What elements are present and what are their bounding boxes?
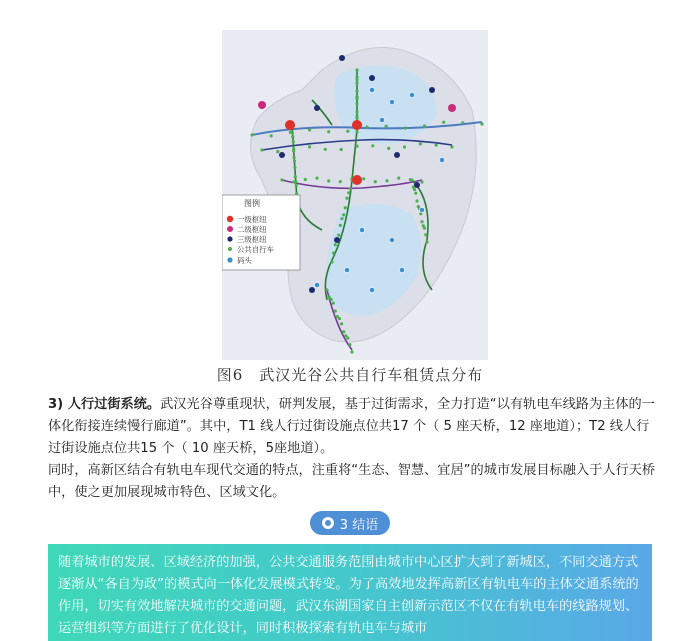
bike-rental-point <box>461 121 464 124</box>
bike-rental-point <box>334 309 337 312</box>
bike-rental-point <box>410 178 413 181</box>
bike-rental-point <box>387 147 390 150</box>
bike-rental-point <box>340 217 343 220</box>
bike-rental-point <box>346 337 349 340</box>
bike-rental-point <box>340 322 343 325</box>
section-heading-pill <box>310 511 390 535</box>
bike-rental-point <box>324 148 327 151</box>
bike-rental-point <box>295 184 298 187</box>
bike-rental-point <box>403 145 406 148</box>
conclusion-text: 随着城市的发展、区域经济的加强，公共交通服务范围由城市中心区扩大到了新城区，不同交通方式逐渐从“各自为政”的模式向一体化发展模式转变。为了高效地发挥高新区有轨电车的主体交通系统的作用，切实有效地解决城市的交通问题，武汉东湖国家自主创新示范区不仅在有轨电车的线路规划、运营组织等方面进行了优化设计，同时积极探索有轨电车与城市 <box>58 555 639 636</box>
dock-point <box>369 87 374 92</box>
bike-rental-point <box>423 124 426 127</box>
hub-level-3 <box>334 237 340 243</box>
hub-level-1 <box>352 175 362 185</box>
legend-marker-5 <box>227 257 232 262</box>
legend-marker-1 <box>227 216 233 222</box>
bike-rental-point <box>355 110 358 113</box>
bike-rental-point <box>325 288 328 291</box>
hub-level-3 <box>309 287 315 293</box>
map-figure <box>222 30 488 360</box>
paragraph-pedestrian-crossing <box>48 394 656 460</box>
bike-rental-point <box>340 148 343 151</box>
hub-level-3 <box>314 105 320 111</box>
bike-rental-point <box>308 145 311 148</box>
paragraph-heading: 3) 人行过街系统。 <box>48 397 161 412</box>
dock-point <box>369 287 374 292</box>
bike-rental-point <box>355 130 358 133</box>
legend-label-2: 二级枢纽 <box>237 225 267 234</box>
bike-rental-point <box>346 130 349 133</box>
bike-rental-point <box>292 149 295 152</box>
bike-rental-point <box>425 240 428 243</box>
bike-rental-point <box>349 187 352 190</box>
bike-rental-point <box>276 150 279 153</box>
dock-point <box>419 207 424 212</box>
section-heading-label: 3 结语 <box>339 517 379 533</box>
bike-rental-point <box>347 191 350 194</box>
bike-rental-point <box>342 213 345 216</box>
bike-rental-point <box>450 145 453 148</box>
hub-level-3 <box>394 152 400 158</box>
hub-level-3 <box>414 182 420 188</box>
hub-level-1 <box>352 120 362 130</box>
bike-rental-point <box>374 180 377 183</box>
bike-rental-point <box>423 227 426 230</box>
hub-level-3 <box>429 87 435 93</box>
legend-title: 图例 <box>244 199 260 208</box>
hub-level-2 <box>258 101 266 109</box>
hub-level-3 <box>279 152 285 158</box>
bike-rental-point <box>345 197 348 200</box>
dock-point <box>439 157 444 162</box>
bike-rental-point <box>344 206 347 209</box>
paragraph-text-1: 武汉光谷尊重现状，研判发展，基于过街需求，全力打造“以有轨电车线路为主体的一体化衔接连续慢行廊道”。其中，T1 线人行过街设施点位共17 个（ 5 座天桥，12 座地道）；T2 线人行过街设施点位共15 个（ 10 座天桥，5座地道）。 <box>48 397 655 456</box>
bike-rental-point <box>385 125 388 128</box>
dock-point <box>379 117 384 122</box>
bike-rental-point <box>397 177 400 180</box>
legend-label-1: 一级枢纽 <box>237 215 267 224</box>
bike-rental-point <box>415 199 418 202</box>
bike-rental-point <box>327 130 330 133</box>
figure-caption: 图6 武汉光谷公共自行车租赁点分布 <box>216 366 484 384</box>
bike-rental-point <box>293 166 296 169</box>
bike-rental-point <box>339 180 342 183</box>
bike-rental-point <box>355 145 358 148</box>
legend-marker-3 <box>227 236 232 241</box>
bike-rental-point <box>292 140 295 143</box>
bike-rental-point <box>294 180 297 183</box>
hub-level-1 <box>285 120 295 130</box>
bike-rental-point <box>339 224 342 227</box>
bike-rental-point <box>270 134 273 137</box>
bike-rental-point <box>291 132 294 135</box>
bike-rental-point <box>442 121 445 124</box>
hub-level-3 <box>369 75 375 81</box>
bike-rental-point <box>480 122 483 125</box>
legend-marker-2 <box>227 226 233 232</box>
bike-rental-point <box>332 251 335 254</box>
bike-rental-point <box>342 330 345 333</box>
legend-label-4: 公共自行车 <box>237 245 274 254</box>
bike-rental-point <box>362 177 365 180</box>
bike-rental-point <box>332 302 335 305</box>
bike-rental-point <box>419 142 422 145</box>
legend-label-5: 码头 <box>237 256 252 265</box>
bike-rental-point <box>293 156 296 159</box>
dock-point <box>344 267 349 272</box>
bike-rental-point <box>315 177 318 180</box>
bike-rental-point <box>420 220 423 223</box>
conclusion-box <box>48 544 652 641</box>
bike-rental-point <box>414 192 417 195</box>
bike-rental-point <box>435 144 438 147</box>
body-text <box>48 394 656 504</box>
legend-marker-4 <box>228 247 232 251</box>
bike-rental-point <box>385 179 388 182</box>
bike-rental-point <box>424 233 427 236</box>
bike-rental-point <box>355 68 358 71</box>
bike-rental-point <box>355 82 358 85</box>
bike-rental-point <box>293 160 296 163</box>
bike-rental-point <box>327 179 330 182</box>
circle-icon <box>322 517 334 529</box>
bike-rental-point <box>348 343 351 346</box>
bike-rental-point <box>250 133 253 136</box>
dock-point <box>314 282 319 287</box>
bike-rental-point <box>338 317 341 320</box>
bike-rental-point <box>260 148 263 151</box>
bike-rental-point <box>355 89 358 92</box>
bike-rental-point <box>291 135 294 138</box>
bike-rental-point <box>304 178 307 181</box>
dock-point <box>389 237 394 242</box>
dock-point <box>359 227 364 232</box>
bike-rental-point <box>330 298 333 301</box>
dock-point <box>389 99 394 104</box>
bike-rental-point <box>308 128 311 131</box>
bike-rental-point <box>355 97 358 100</box>
paragraph-text-2: 同时，高新区结合有轨电车现代交通的特点，注重将“生态、智慧、宜居”的城市发展目标融入于人行天桥中，使之更加展现城市特色、区域文化。 <box>48 463 656 500</box>
bike-rental-point <box>334 243 337 246</box>
hub-level-3 <box>339 55 345 61</box>
bike-rental-point <box>404 127 407 130</box>
bike-rental-point <box>350 350 353 353</box>
bike-rental-point <box>280 178 283 181</box>
bike-rental-point <box>420 180 423 183</box>
bike-rental-point <box>330 260 333 263</box>
bike-rental-point <box>355 102 358 105</box>
legend-box <box>222 195 300 270</box>
legend-label-3: 三级枢纽 <box>237 235 267 244</box>
dock-point <box>409 92 414 97</box>
bike-rental-point <box>355 78 358 81</box>
bike-rental-point <box>328 295 331 298</box>
bike-rental-point <box>413 188 416 191</box>
dock-point <box>399 267 404 272</box>
hub-level-2 <box>448 104 456 112</box>
bike-rental-point <box>365 126 368 129</box>
bike-rental-point <box>294 175 297 178</box>
bike-rental-point <box>337 234 340 237</box>
bike-rental-point <box>355 117 358 120</box>
bike-rental-point <box>371 144 374 147</box>
